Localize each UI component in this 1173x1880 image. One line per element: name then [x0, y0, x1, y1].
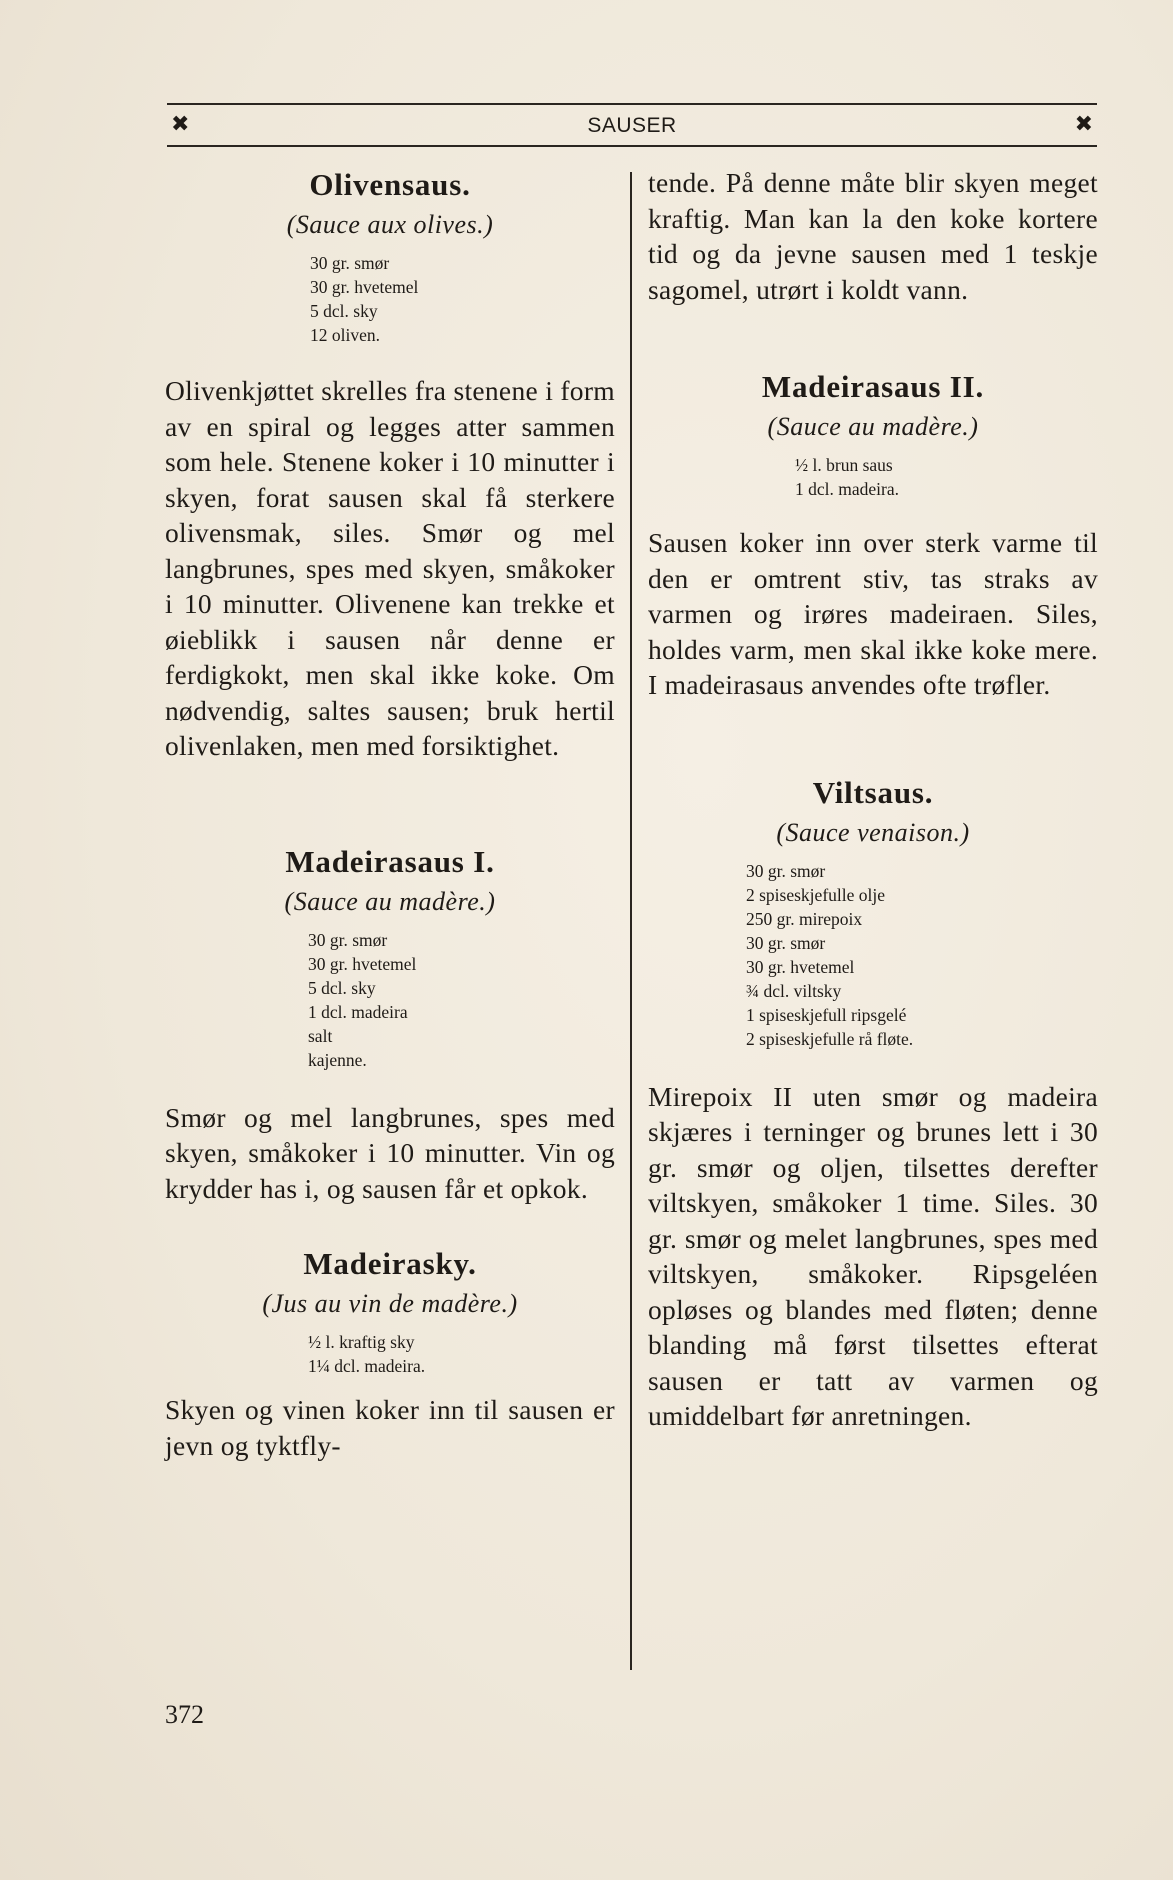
ingredient: ¾ dcl. viltsky	[746, 980, 842, 1001]
ornament-left-icon: ✖	[171, 112, 190, 137]
recipe-title: Madeirasky.	[303, 1246, 477, 1281]
recipe-title: Madeirasaus II.	[761, 369, 985, 404]
ingredient: 30 gr. hvetemel	[308, 953, 417, 974]
ingredient: 30 gr. smør	[310, 253, 390, 273]
ingredient: ½ l. kraftig sky	[308, 1332, 415, 1352]
recipe-text: Sausen koker inn over sterk varme til den er omtrent stiv, tas straks av varmen og irøres madeiraen. Siles, holdes varm, men skal ikke koke mere. I madeirasaus anvendes ofte trøfler.	[648, 527, 1098, 700]
ingredient: 5 dcl. sky	[308, 977, 376, 998]
ingredient: 12 oliven.	[310, 325, 380, 345]
running-head-title: SAUSER	[587, 114, 677, 137]
ingredient: kajenne.	[308, 1049, 367, 1070]
ingredient-list	[746, 859, 1098, 1051]
column-divider	[630, 172, 632, 1670]
continued-text: tende. På denne måte blir skyen meget kraftig. Man kan la den koke kortere tid og da jevne sausen med 1 teskje sagomel, utrørt i koldt vann.	[648, 167, 1098, 305]
ingredient: ½ l. brun saus	[795, 455, 893, 475]
recipe-subtitle: (Sauce aux olives.)	[286, 210, 494, 239]
ingredient: 5 dcl. sky	[310, 301, 378, 321]
recipe-title: Viltsaus.	[812, 774, 934, 810]
ornament-right-icon: ✖	[1074, 112, 1093, 137]
ingredient-list	[308, 1330, 615, 1378]
recipe-madeirasaus-1	[165, 842, 615, 1207]
ingredient: 1 dcl. madeira.	[795, 479, 899, 499]
recipe-subtitle: (Sauce au madère.)	[284, 886, 496, 916]
ingredient-list	[310, 251, 615, 347]
recipe-title: Olivensaus.	[309, 167, 471, 202]
page-number: 372	[165, 1700, 204, 1729]
ingredient: 30 gr. hvetemel	[746, 956, 855, 977]
recipe-subtitle: (Jus au vin de madère.)	[262, 1289, 518, 1318]
ingredient: 250 gr. mirepoix	[746, 908, 863, 929]
ingredient-list	[795, 453, 1098, 501]
recipe-text: Skyen og vinen koker inn til sausen er jevn og tyktfly-	[165, 1394, 615, 1461]
ingredient: 30 gr. smør	[308, 929, 388, 950]
running-head	[167, 103, 1097, 147]
ingredient: 1 spiseskjefull ripsgelé	[746, 1004, 907, 1025]
ingredient: 1¼ dcl. madeira.	[308, 1356, 426, 1376]
recipe-text: Olivenkjøttet skrelles fra stenene i form av en spiral og legges atter sammen som hele. Stenene koker i 10 minutter i skyen, forat sausen skal få sterkere olivensmak, siles. Smør og mel langbrunes, spes med skyen, småkoker i 10 minutter. Olivenene kan trekke et øieblikk i sausen når denne er ferdigkokt, men skal ikke koke. Om nødvendig, saltes sausen; bruk hertil olivenlaken, men med forsiktighet.	[165, 375, 615, 761]
ingredient: 30 gr. smør	[746, 932, 826, 953]
recipe-madeirasky	[165, 1244, 615, 1463]
recipe-subtitle: (Sauce au madère.)	[767, 412, 979, 441]
ingredient: 30 gr. hvetemel	[310, 277, 419, 297]
recipe-text: Mirepoix II uten smør og madeira skjæres i terninger og brunes lett i 30 gr. smør og oljen, tilsettes derefter viltskyen, småkoker 1 time. Siles. 30 gr. smør og melet langbrunes, spes med viltskyen, småkoker. Ripsgeléen opløses og blandes med fløten; denne blanding må først tilsettes efterat sausen er tatt av varmen og umiddelbart før anretningen.	[648, 1080, 1098, 1431]
ingredient: 1 dcl. madeira	[308, 1001, 408, 1022]
recipe-madeirasaus-2	[648, 367, 1098, 703]
ingredient: 30 gr. smør	[746, 860, 826, 881]
right-column	[648, 165, 1098, 1434]
recipe-olivensaus	[165, 165, 615, 764]
recipe-viltsaus	[648, 773, 1098, 1434]
recipe-subtitle: (Sauce venaison.)	[776, 817, 970, 847]
left-column	[165, 165, 615, 1463]
recipe-title: Madeirasaus I.	[285, 843, 495, 879]
ingredient: 2 spiseskjefulle olje	[746, 884, 886, 905]
ingredient: 2 spiseskjefulle rå fløte.	[746, 1028, 914, 1049]
ingredient: salt	[308, 1025, 333, 1046]
recipe-text: Smør og mel langbrunes, spes med skyen, småkoker i 10 minutter. Vin og krydder has i, og sausen får et opkok.	[165, 1101, 615, 1204]
ingredient-list	[308, 928, 615, 1072]
